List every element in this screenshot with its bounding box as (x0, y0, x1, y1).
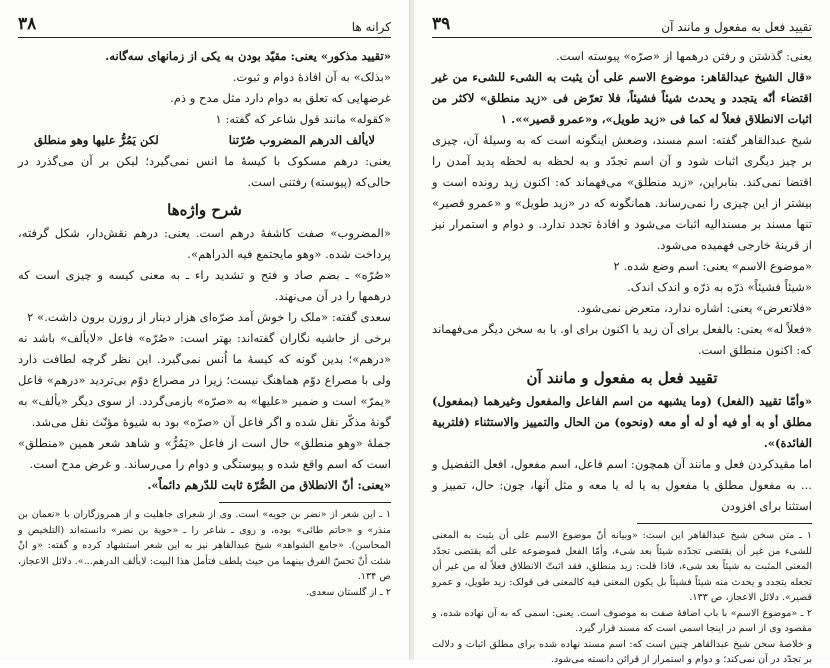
left-footnotes (18, 507, 391, 600)
right-running-head (432, 14, 812, 38)
left-line-2: «بذلک» به آن افادهٔ دوام و ثبوت. (232, 70, 391, 84)
poem-verse (18, 130, 391, 151)
left-line-1: «تقیید مذکور» یعنی: مقیّد بودن به یکی از زمانهای سه‌گانه. (105, 49, 391, 63)
abdulqaher-quote: «قال الشیخ عبدالقاهر: موضوع الاسم علی أن یثبت به الشیء للشیء من غیر اقتضاء أنّه یتجدد و یحدث شیئاً فشیئاً، فلا تعرّض فی «زید منطلق» لاکثر من اثبات الانطلاق فعلاً له کما فی «زید طویل»، و«عمرو قصیر»». ۱ (432, 70, 812, 126)
verse-second-hemistich: لکن یَمُرُّ علیها وهو منطلق (34, 133, 159, 147)
right-gloss-4: «فعلاً له» یعنی: بالفعل برای آن زید یا اکنون برای او. یا به سخن دیگر می‌فهماند که: اکنون منطلق است. (432, 322, 812, 357)
left-page-number: ۳۸ (18, 14, 37, 34)
left-line-3: غرضهایی که تعلق به دوام دارد مثل مدح و ذم. (170, 91, 391, 105)
gloss-paragraph-2: «صُرّه» ـ بضم صاد و فتح و تشدید راء ـ به معنی کیسه و چیزی است که درهمها را در آن می‌نهند. (18, 268, 391, 303)
left-footnote-1: ۱ ـ این شعر از «نضر بن جویه» است. وی از شعرای جاهلیت و از همروزگاران با «نعمان بن منذر» و «حاتم طائی» بوده، و روی ـ شاعر را ـ «حویة بن نضر» دانسته‌اند (التلخیص و المحاسن). «جامع الشواهد» شیخ عبدالقاهر نیز به این شعر استشهاد کرده و گفته: «و انْ شئت أنْ تحسّ الفرق بینهما من حیث یلطف فتأمل هذا البیت: لایألف الدرهم...». دلائل الاعجاز، ص ۱۳۴. (18, 509, 391, 582)
gloss-paragraph-1: «المضروب» صفت کاشفهٔ درهم است. یعنی: درهم نقش‌دار، شکل گرفته، پرداخت شده. «وهو مایجتمع فیه الدراهم». (18, 226, 391, 261)
right-section-title: تقیید فعل به مفعول و مانند آن (526, 369, 718, 387)
section-persian-text: اما مقیدکردن فعل و مانند آن همچون: اسم فاعل، اسم مفعول، افعل التفضیل و ... به مفعول مطلق یا مفعول به یا له یا معه و مثل آنها، چون: حال، تمییز و استثنا برای افزودن (432, 457, 812, 513)
gloss-paragraph-6: «یعنی: أنّ الانطلاق من الصُّرّة ثابت للدّرهم دائماً». (147, 478, 391, 492)
right-footnote-1: ۱ ـ متن سخن شیخ عبدالقاهر این است: «وبیانه أنّ موضوع الاسم علی أن یثبت به المعنی للشیء من غیر أن یقتضی تجدّده شیئاً بعد شیء، وأمّا الفعل فموضوعه علی أنّه یقتضی تجدّد المعنی المثبت به شیئاً بعد شیء، فاذا قلت: زید منطلق، فقد اثبتّ الانطلاق فعلاً له من غیر أن تجعله یتجدد و یحدث منه شیئاً فشیئاً بل یکون المعنی فیه کالمعنی فی قولک: زید طویل، و عمرو قصیر». دلائل الاعجاز، ص ۱۳۳. (432, 530, 812, 603)
left-header-title: کرانه ها (351, 20, 391, 34)
right-gloss-1: «موضوع الاسم» یعنی: اسم وضع شده. ۲ (613, 259, 812, 273)
quote-explanation: شیخ عبدالقاهر گفته: اسم مسند، وضعش اینگونه است که به وسیلهٔ آن، چیزی بر چیز دیگری اثبات شود و آن اسم تجدّد و به لحظه به لحظه پدید آمدن را اقتضا نمی‌کند. بنابراین، «زید منطلق» می‌فهماند که: اکنون زید رونده است و بیشتر از این چیزی را نمی‌رساند. همانگونه که در «زید طویل» و «عمرو قصیر» تنها مسند بر مسندالیه اثبات می‌شود و افادهٔ تجدد ندارد. و دوام و استمرار نیز از قرینهٔ خارجی فهمیده می‌شود. (432, 133, 813, 252)
verse-translation: یعنی: درهم مسکوک با کیسهٔ ما انس نمی‌گیرد؛ لیکن بر آن می‌گذرد در حالی‌که (پیوسته) رفتنی است. (18, 154, 391, 189)
gloss-paragraph-5: جملهٔ «وهو منطلق» حال است از فاعل «یَمُرُّ» و شاهد شعر همین «منطلق» است که اسم واقع شده و پیوستگی و دوام را می‌رساند. و غرض مدح است. (18, 436, 391, 471)
left-section-title: شرح واژه‌ها (167, 201, 242, 219)
section-arabic-text: «وأمّا تقیید (الفعل) (وما یشبهه من اسم الفاعل والمفعول وغیرهما (بمفعول) مطلق أو به أو فیه أو له أو معه (ونحوه) من الحال والتمییز والاستثناء (فلتربیة الفائدة)». (432, 394, 812, 450)
left-footnote-2: ۲ ـ از گلستان سعدی. (306, 586, 391, 598)
left-running-head (18, 14, 391, 38)
gloss-paragraph-3: سعدی گفته: «ملک را خوش آمد صرّه‌ای هزار دینار از روزن برون داشت.» ۲ (27, 310, 391, 324)
right-footnotes (432, 528, 812, 668)
right-header-title: تقیید فعل به مفعول و مانند آن (661, 20, 812, 34)
right-footnote-rule (637, 523, 812, 524)
left-line-4: «کقوله» مانند قول شاعر که گفته: ۱ (215, 112, 391, 126)
right-footnote-3: و خلاصهٔ سخن شیخ عبدالقاهر چنین است که: اسم مسند نهاده شده برای مطلق اثبات و دلالت بر تجدّد در آن نمی‌کند؛ و دوام و استمرار از قرائن دانسته می‌شود. (432, 638, 812, 665)
right-page (414, 0, 830, 665)
left-page (0, 0, 410, 660)
right-gloss-3: «فلاتعرض» یعنی: اشاره ندارد، متعرض نمی‌شود. (576, 301, 812, 315)
gloss-paragraph-4: برخی از حاشیه نگاران گفته‌اند: بهتر است: «صُرّه» فاعل «لایألف» باشد نه «درهم»؛ بدین گونه که کیسهٔ ما اُنس نمی‌گیرد. این نظر گرچه لطافت دارد ولی با مصراع دوّم هماهنگ نیست؛ زیرا در مصراع دوّم بی‌تردید «درهم» فاعل «یمرّ» است و ضمیر «علیها» به «صرّه» بازمی‌گردد. از سوی دیگر «یألف» به گونهٔ مذکّر نقل شده و اگر فاعل آن «صرّه» بود به شیوهٔ مؤنّث نقل می‌شد. (18, 331, 391, 429)
right-footnote-2: ۲ ـ «موضوع الاسم» با باب اضافهٔ صفت به موصوف است. یعنی: اسمی که به آن نهاده شده، و مقصود وی از اسم در اینجا اسمی است که مسند قرار گیرد. (432, 607, 812, 634)
verse-first-hemistich: لایألف الدرهم المضروب صُرّتنا (228, 133, 375, 147)
right-line-1: یعنی: گذشتن و رفتن درهمها از «صرّه» پیوسته است. (555, 49, 812, 63)
right-page-number: ۳۹ (432, 14, 451, 34)
left-footnote-rule (219, 502, 391, 503)
right-gloss-2: «شیئاً فشیئاً» ذرّه به ذرّه و اندک اندک. (627, 280, 812, 294)
